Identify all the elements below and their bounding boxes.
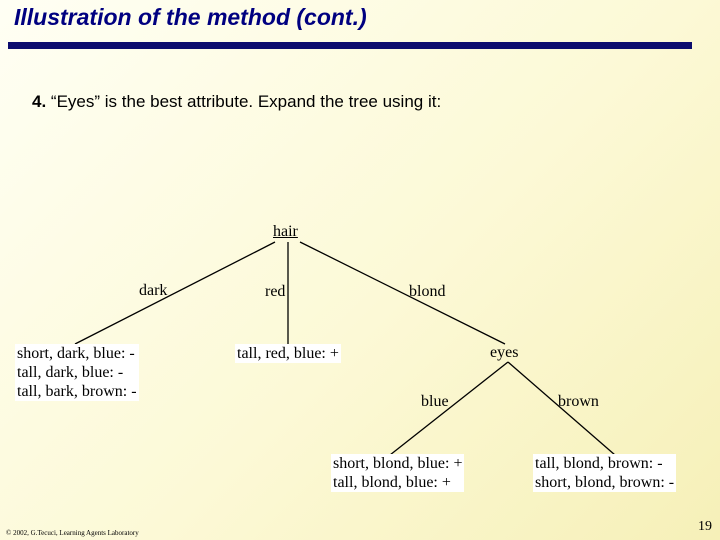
slide-title: Illustration of the method (cont.): [14, 4, 367, 30]
leaf-blond-blue-row-1: short, blond, blue: +: [333, 455, 463, 472]
leaf-blond-brown-row-2: short, blond, brown: -: [535, 474, 675, 491]
edge-eyes-blue: [390, 362, 508, 455]
step-text: “Eyes” is the best attribute. Expand the tree using it:: [50, 92, 442, 111]
branch-label-brown: brown: [558, 393, 599, 410]
page-number: 19: [698, 519, 712, 534]
branch-label-red: red: [265, 283, 286, 300]
leaf-red-examples: [235, 344, 341, 363]
node-eyes: eyes: [490, 344, 519, 361]
step-number: 4.: [32, 92, 47, 111]
leaf-dark-examples: [15, 344, 139, 401]
copyright-footer: © 2002, G.Tecuci, Learning Agents Laboratory: [6, 529, 139, 537]
leaf-blond-blue-row-2: tall, blond, blue: +: [331, 473, 464, 492]
leaf-blond-brown-row-1: tall, blond, brown: -: [533, 454, 676, 473]
leaf-dark-row-3: tall, bark, brown: -: [17, 383, 137, 400]
branch-label-blue: blue: [421, 393, 449, 410]
leaf-dark-row-1: short, dark, blue: -: [15, 344, 139, 363]
branch-label-blond: blond: [409, 283, 446, 300]
edge-hair-blond: [300, 242, 505, 344]
leaf-blond-blue-examples: [331, 454, 464, 492]
leaf-red-row-1: tall, red, blue: +: [237, 345, 339, 362]
root-node-hair: hair: [273, 223, 298, 240]
branch-label-dark: dark: [139, 282, 168, 299]
leaf-blond-brown-examples: [533, 454, 676, 492]
edge-hair-dark: [75, 242, 275, 344]
leaf-dark-row-2: tall, dark, blue: -: [15, 363, 139, 382]
